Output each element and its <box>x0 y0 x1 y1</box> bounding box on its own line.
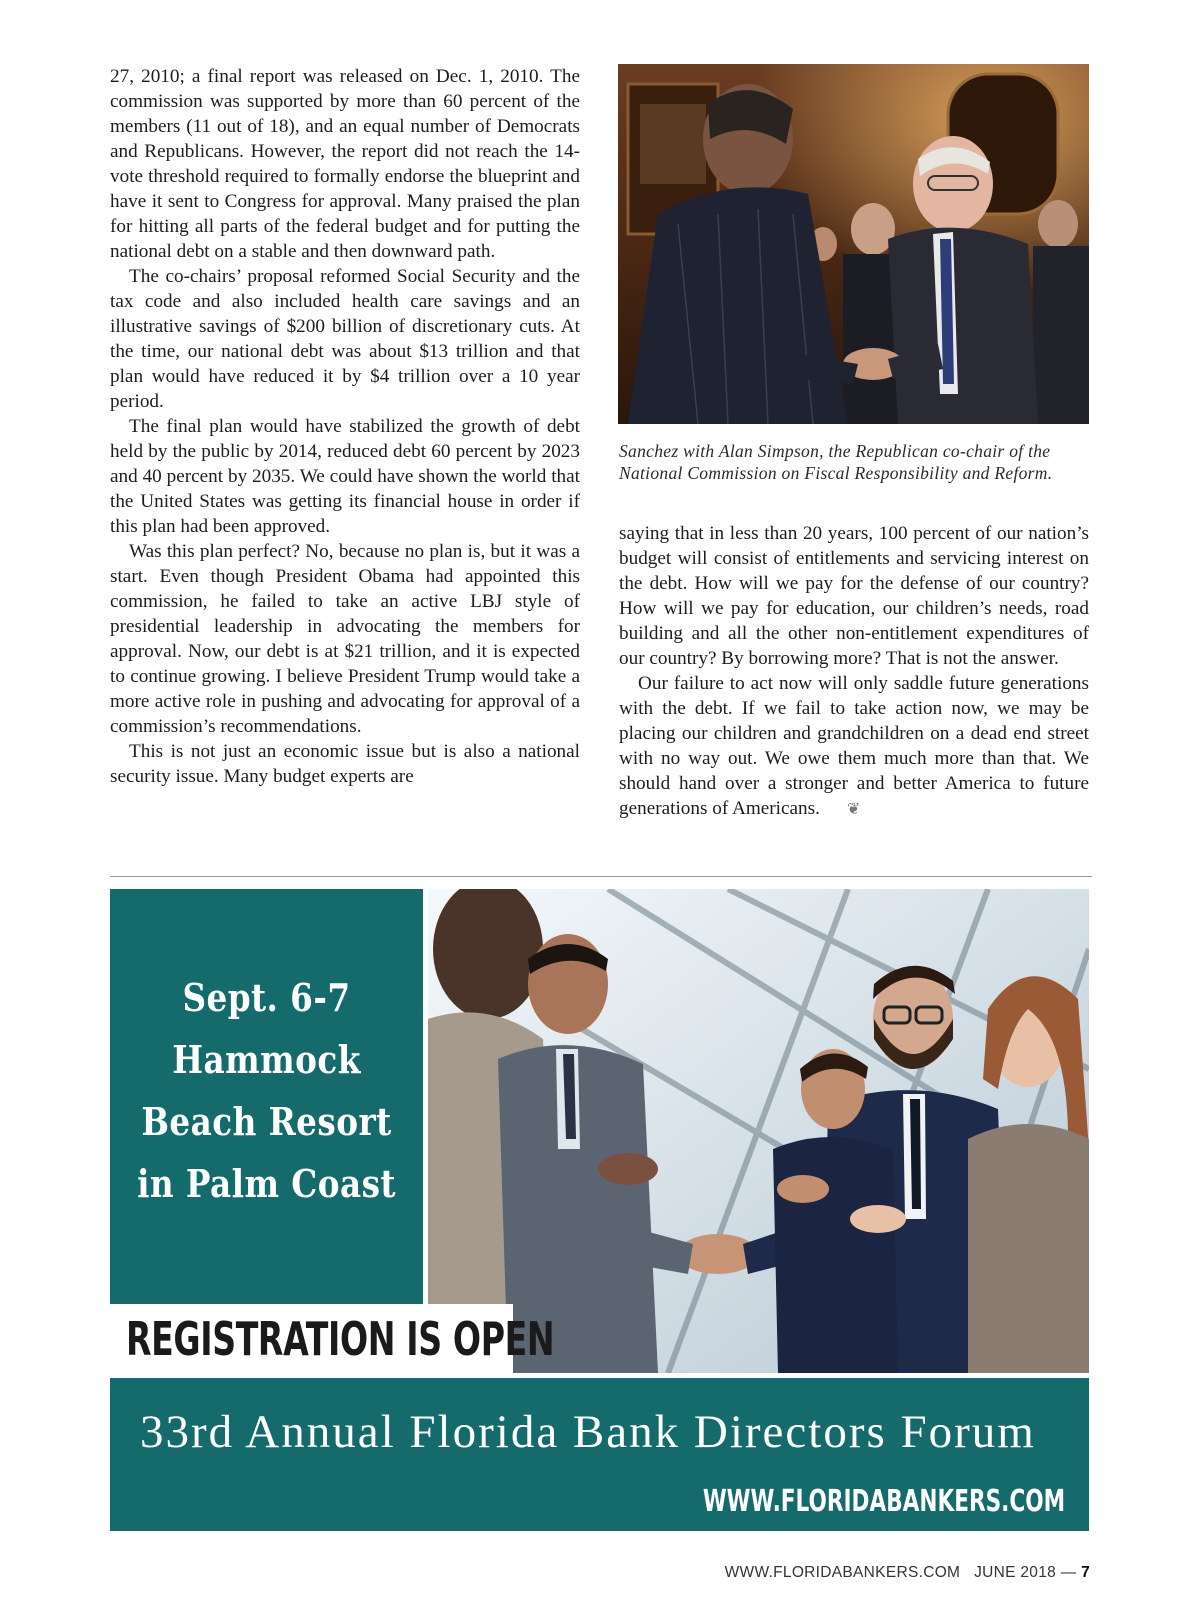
article-right-column <box>619 521 1089 822</box>
registration-text: REGISTRATION IS OPEN <box>126 1312 555 1366</box>
paragraph: 27, 2010; a final report was released on Dec. 1, 2010. The commission was supported by more than 60 percent of the members (11 out of 18), and an equal number of Democrats and Republicans. However, the report did not reach the 14-vote threshold required to formally endorse the blueprint and have it sent to Congress for approval. Many praised the plan for hitting all parts of the federal budget and for putting the national debt on a stable and then downward path. <box>110 66 580 262</box>
paragraph-text: Our failure to act now will only saddle future generations with the debt. If we fail to take action now, we may be placing our children and grandchildren on a dead end street with no way out. We owe them much more than that. We should hand over a stronger and better America to future generations of Americans. <box>619 673 1089 819</box>
paragraph: The co-chairs’ proposal reformed Social Security and the tax code and also included health care savings and an illustrative savings of $200 billion of discretionary cuts. At the time, our national debt was about $13 trillion and that plan would have reduced it by $4 trillion over a 10 year period. <box>110 266 580 412</box>
forum-title: 33rd Annual Florida Bank Directors Forum <box>140 1406 1036 1458</box>
end-mark-icon: ❦ <box>846 801 861 818</box>
ad-business-handshake-photo <box>428 889 1089 1373</box>
ad-venue-line: Hammock <box>172 1037 361 1082</box>
forum-banner <box>110 1378 1089 1531</box>
article-left-column <box>110 64 580 789</box>
ad-event-details-box <box>110 889 423 1304</box>
section-divider <box>110 876 1092 877</box>
photo-caption: Sanchez with Alan Simpson, the Republican co-chair of the National Commission on Fiscal Responsibility and Reform. <box>619 441 1053 483</box>
paragraph: This is not just an economic issue but is also a national security issue. Many budget experts are <box>110 741 580 787</box>
paragraph: Was this plan perfect? No, because no plan is, but it was a start. Even though President Obama had appointed this commission, he failed to take an active LBJ style of presidential leadership in advocating the members for approval. Now, our debt is at $21 trillion, and it is expected to continue growing. I believe President Trump would take a more active role in pushing and advocating for approval of a commission’s recommendations. <box>110 541 580 737</box>
handshake-photo-illustration <box>618 64 1089 424</box>
footer-site: WWW.FLORIDABANKERS.COM <box>724 1564 961 1581</box>
forum-url-link[interactable]: WWW.FLORIDABANKERS.COM <box>702 1484 1065 1519</box>
paragraph: The final plan would have stabilized the growth of debt held by the public by 2014, reduced debt 60 percent by 2023 and 40 percent by 2035. We could have shown the world that the United States was getting its financial house in order if this plan had been approved. <box>110 416 580 537</box>
page-footer <box>725 1564 1090 1582</box>
handshake-photo <box>618 64 1089 424</box>
ad-photo-illustration <box>428 889 1089 1373</box>
page-number: 7 <box>1081 1564 1090 1581</box>
paragraph: saying that in less than 20 years, 100 percent of our nation’s budget will consist of entitlements and servicing interest on the debt. How will we pay for the defense of our country? How will we pay for education, our children’s needs, road building and all the other non-entitlement expenditures of our country? By borrowing more? That is not the answer. <box>619 523 1089 669</box>
ad-venue-line: in Palm Coast <box>137 1161 396 1206</box>
ad-event-details <box>132 967 401 1215</box>
ad-venue-line: Beach Resort <box>141 1099 392 1144</box>
ad-date: Sept. 6-7 <box>182 975 351 1020</box>
paragraph <box>619 671 1089 822</box>
registration-banner <box>110 1304 555 1373</box>
footer-issue: JUNE 2018 — <box>974 1564 1077 1581</box>
